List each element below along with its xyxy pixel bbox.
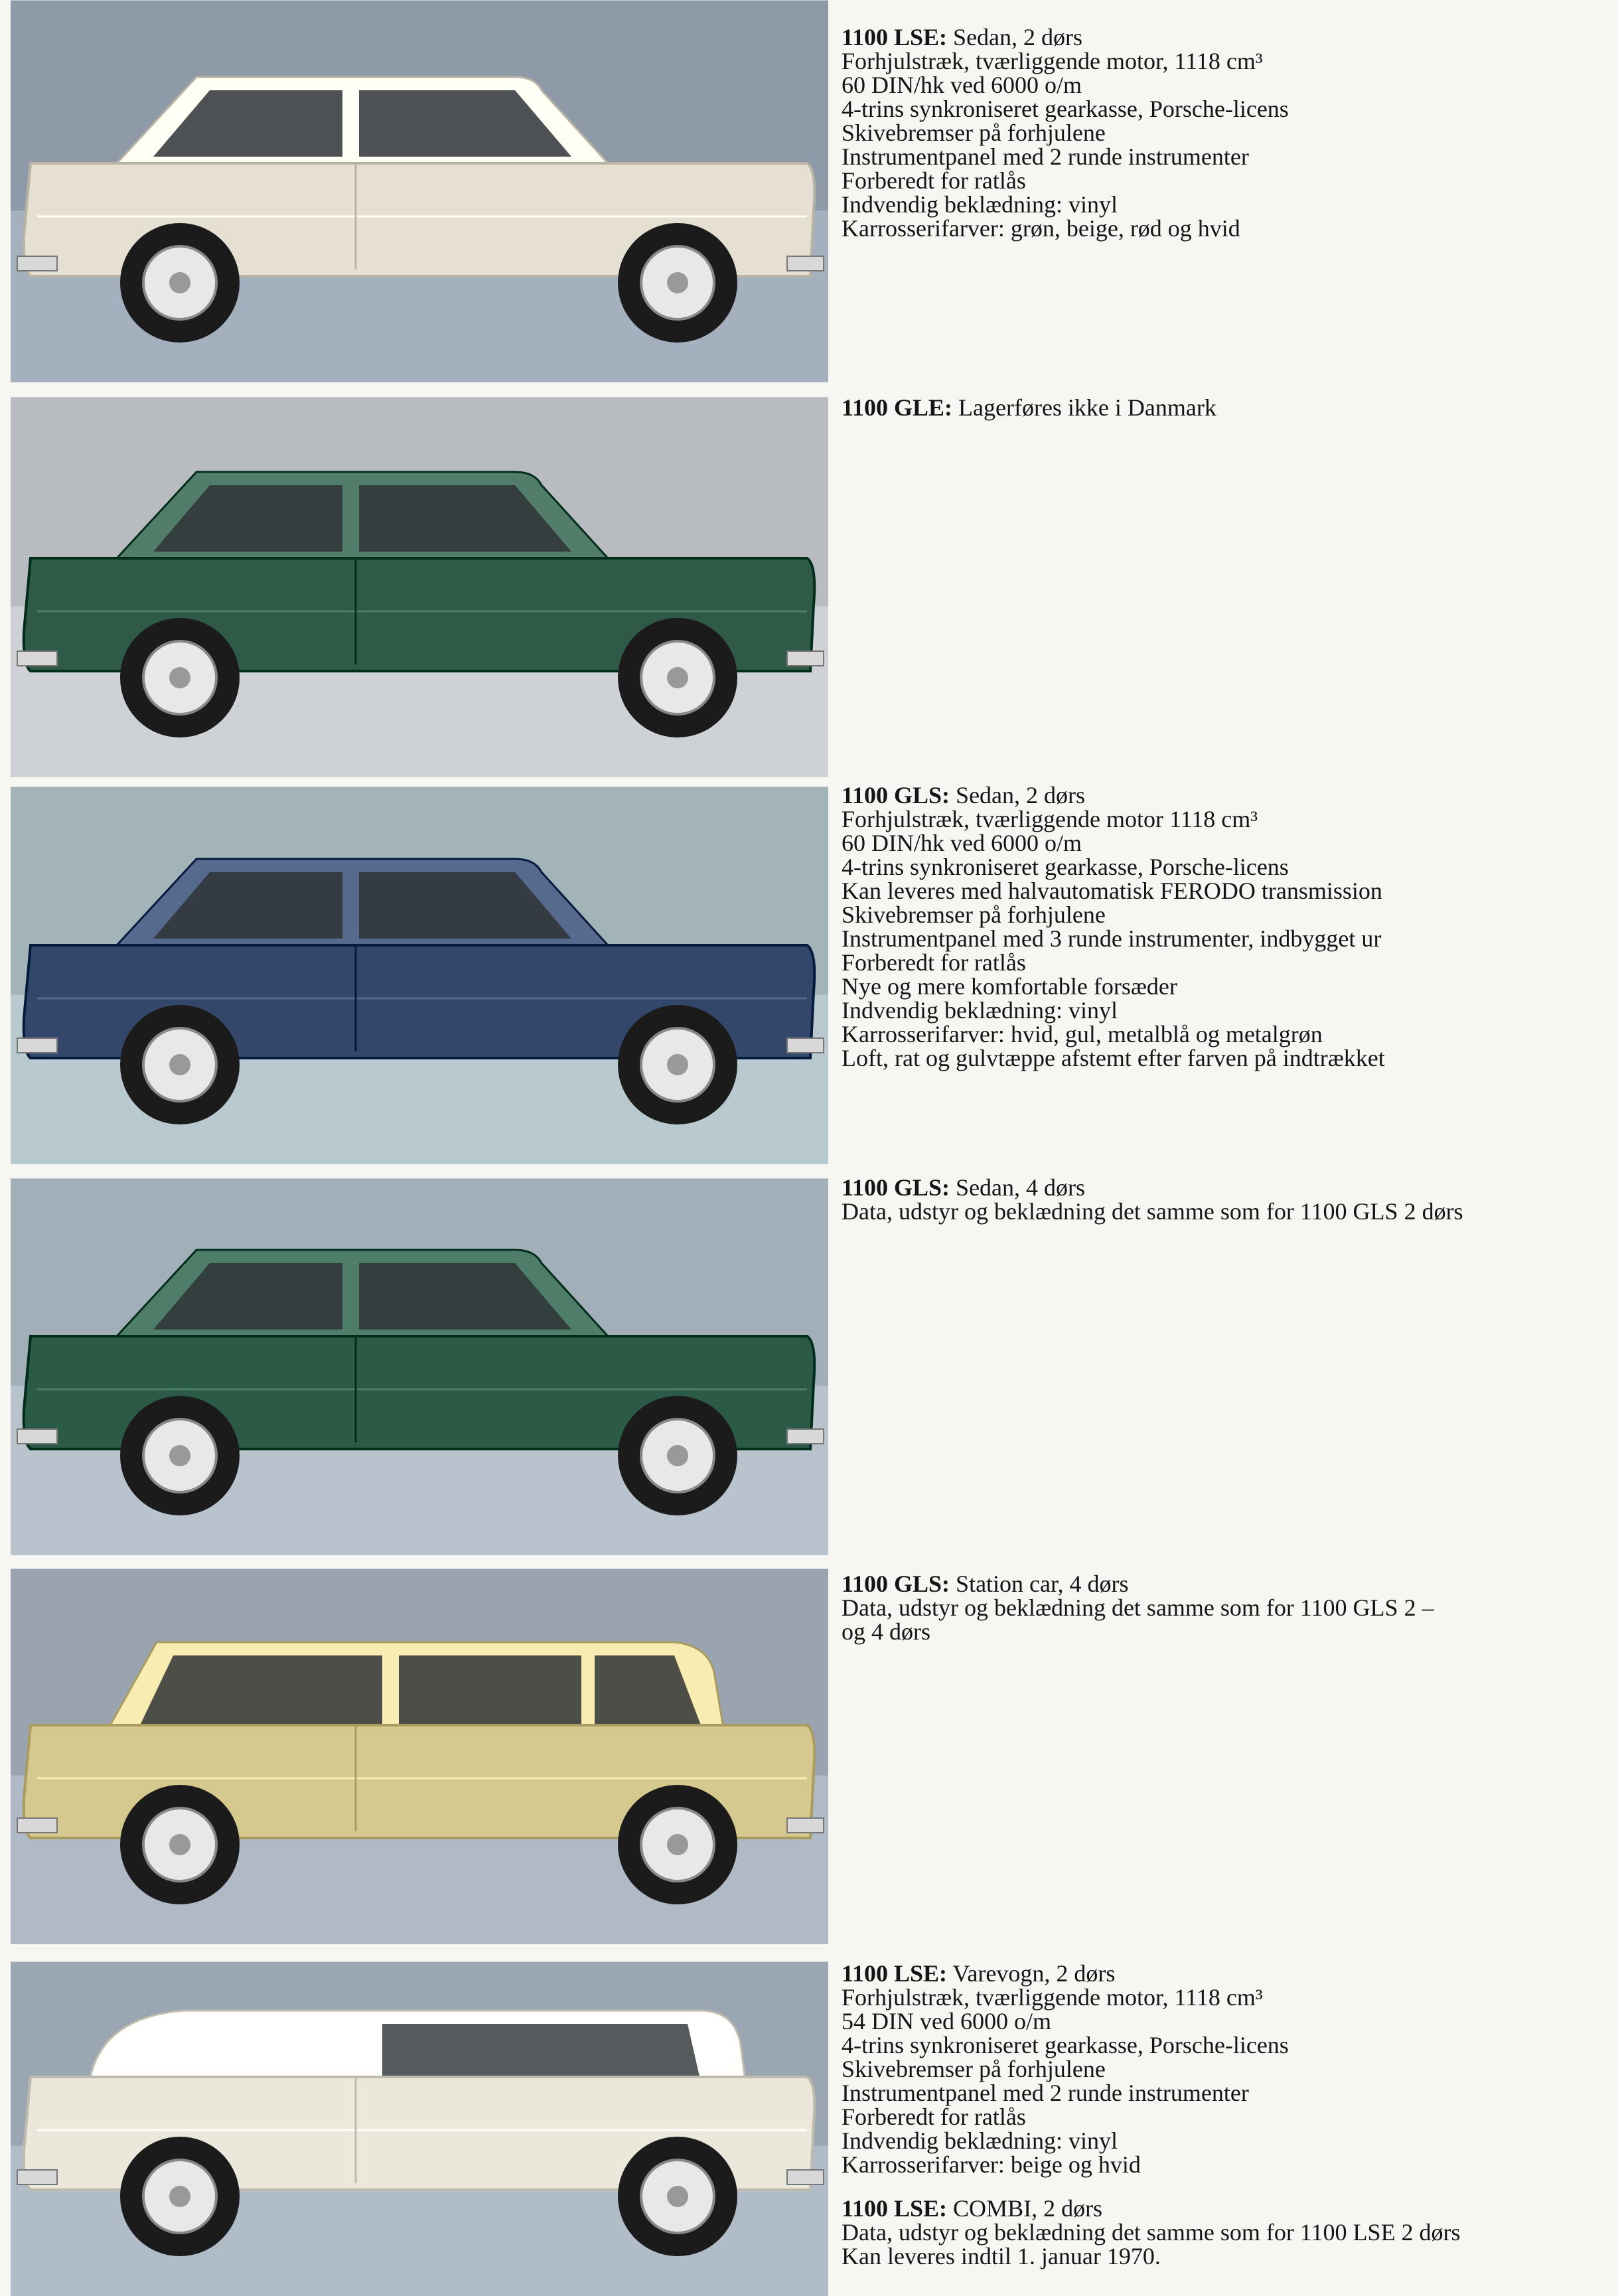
model-name: 1100 GLS: bbox=[842, 1174, 950, 1201]
spec-title bbox=[842, 25, 1605, 49]
spec-line: Kan leveres indtil 1. januar 1970. bbox=[842, 2243, 1161, 2269]
spec-title bbox=[842, 2196, 1605, 2220]
car-photo bbox=[11, 787, 828, 1164]
spec-title bbox=[842, 396, 1605, 420]
spec-line: Skivebremser på forhjulene bbox=[842, 901, 1106, 928]
spec-line: Data, udstyr og beklædning det samme som for 1100 LSE 2 dørs bbox=[842, 2219, 1461, 2246]
model-name: 1100 GLE: bbox=[842, 394, 953, 421]
spec-line: Instrumentpanel med 2 runde instrumenter bbox=[842, 143, 1249, 170]
body-type-label: Lagerføres ikke i Danmark bbox=[952, 394, 1216, 421]
model-name: 1100 GLS: bbox=[842, 782, 950, 808]
spec-line: Forberedt for ratlås bbox=[842, 2104, 1026, 2130]
body-type-label: Varevogn, 2 dørs bbox=[947, 1960, 1116, 1987]
spec-line: Instrumentpanel med 2 runde instrumenter bbox=[842, 2080, 1249, 2106]
car-photo bbox=[11, 1961, 828, 2296]
spec-line: Karrosserifarver: beige og hvid bbox=[842, 2151, 1141, 2178]
spec-line: Forberedt for ratlås bbox=[842, 167, 1026, 194]
spec-block bbox=[842, 1961, 1605, 2268]
spec-line: Karrosserifarver: grøn, beige, rød og hvid bbox=[842, 215, 1240, 242]
spec-title bbox=[842, 1572, 1605, 1596]
car-photo bbox=[11, 1569, 828, 1944]
spec-line: Nye og mere komfortable forsæder bbox=[842, 973, 1177, 1000]
spec-line: Instrumentpanel med 3 runde instrumenter, indbygget ur bbox=[842, 925, 1382, 952]
model-name: 1100 LSE: bbox=[842, 24, 948, 50]
spec-line: Forhjulstræk, tværliggende motor, 1118 cm³ bbox=[842, 48, 1263, 74]
spec-line: og 4 dørs bbox=[842, 1618, 930, 1645]
spec-line: 54 DIN ved 6000 o/m bbox=[842, 2008, 1051, 2034]
spec-line: Loft, rat og gulvtæppe afstemt efter farven på indtrækket bbox=[842, 1045, 1385, 1071]
spec-title bbox=[842, 1961, 1605, 1985]
spec-line: Karrosserifarver: hvid, gul, metalblå og metalgrøn bbox=[842, 1021, 1323, 1047]
spec-line: Forhjulstræk, tværliggende motor 1118 cm³ bbox=[842, 806, 1258, 832]
spec-line: 4-trins synkroniseret gearkasse, Porsche-licens bbox=[842, 854, 1289, 880]
model-name: 1100 GLS: bbox=[842, 1570, 950, 1597]
spec-line: 4-trins synkroniseret gearkasse, Porsche-licens bbox=[842, 96, 1289, 122]
spec-line: Forhjulstræk, tværliggende motor, 1118 cm³ bbox=[842, 1984, 1263, 2011]
model-name: 1100 LSE: bbox=[842, 1960, 948, 1987]
spec-title bbox=[842, 783, 1605, 807]
body-type-label: Station car, 4 dørs bbox=[950, 1570, 1129, 1597]
spec-line: Skivebremser på forhjulene bbox=[842, 2056, 1106, 2082]
spacer bbox=[842, 2177, 1605, 2196]
spec-block bbox=[842, 396, 1605, 420]
body-type-label: Sedan, 2 dørs bbox=[950, 782, 1086, 808]
body-type-label: Sedan, 2 dørs bbox=[947, 24, 1083, 50]
spec-line: Indvendig beklædning: vinyl bbox=[842, 997, 1118, 1024]
model-name: 1100 LSE: bbox=[842, 2195, 948, 2222]
spec-block bbox=[842, 1572, 1605, 1644]
spec-line: Forberedt for ratlås bbox=[842, 949, 1026, 976]
spec-line: Kan leveres med halvautomatisk FERODO transmission bbox=[842, 878, 1382, 904]
spec-line: 4-trins synkroniseret gearkasse, Porsche-licens bbox=[842, 2032, 1289, 2058]
spec-block bbox=[842, 783, 1605, 1070]
spec-line: Indvendig beklædning: vinyl bbox=[842, 2127, 1118, 2154]
car-photo bbox=[11, 397, 828, 777]
car-photo bbox=[11, 0, 828, 382]
spec-line: 60 DIN/hk ved 6000 o/m bbox=[842, 72, 1082, 98]
spec-block bbox=[842, 25, 1605, 240]
car-photo bbox=[11, 1178, 828, 1555]
spec-title bbox=[842, 1176, 1605, 1199]
spec-line: Data, udstyr og beklædning det samme som for 1100 GLS 2 dørs bbox=[842, 1198, 1463, 1225]
body-type-label: COMBI, 2 dørs bbox=[947, 2195, 1103, 2222]
body-type-label: Sedan, 4 dørs bbox=[950, 1174, 1086, 1201]
spec-line: Indvendig beklædning: vinyl bbox=[842, 191, 1118, 218]
spec-line: Skivebremser på forhjulene bbox=[842, 119, 1106, 146]
spec-line: Data, udstyr og beklædning det samme som for 1100 GLS 2 – bbox=[842, 1594, 1434, 1621]
spec-block bbox=[842, 1176, 1605, 1223]
spec-line: 60 DIN/hk ved 6000 o/m bbox=[842, 830, 1082, 856]
